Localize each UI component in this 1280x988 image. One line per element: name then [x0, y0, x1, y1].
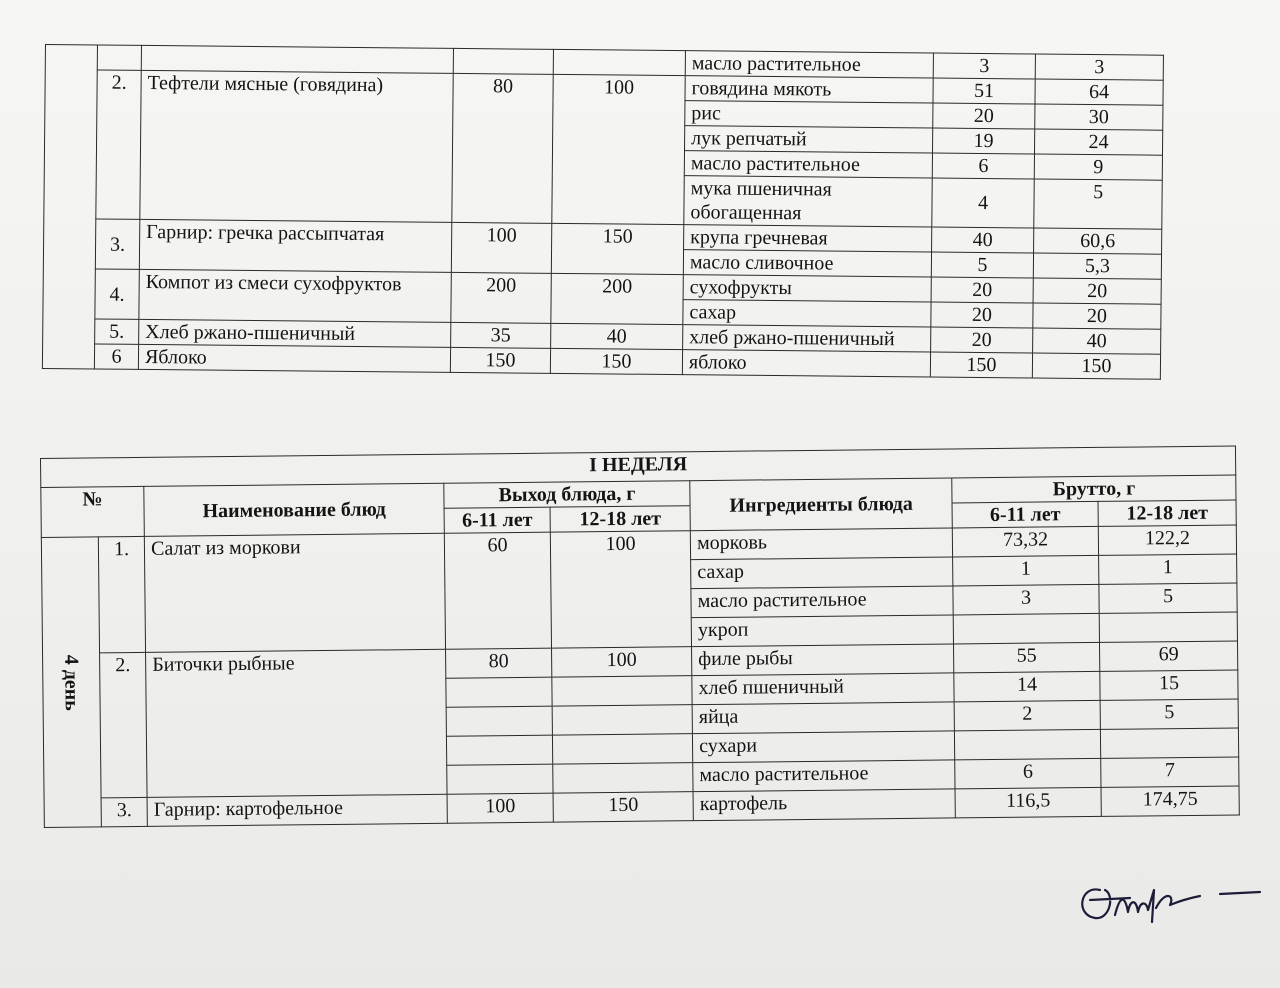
- gross-12-18: 64: [1035, 79, 1163, 105]
- menu-table-week-1: [40, 445, 1240, 828]
- ingredient: сухари: [693, 731, 955, 763]
- gross-6-11: 1: [953, 555, 1099, 586]
- gross-12-18: 69: [1100, 641, 1238, 671]
- dish-name: Биточки рыбные: [146, 649, 448, 797]
- gross-6-11: 20: [931, 327, 1033, 353]
- gross-12-18: 5: [1100, 699, 1238, 729]
- output-6-11: [447, 764, 553, 794]
- ingredient: укроп: [691, 615, 953, 647]
- output-6-11: 100: [447, 793, 553, 823]
- output-12-18: 100: [552, 74, 685, 224]
- dish-name: [141, 45, 453, 73]
- output-12-18: 150: [551, 223, 683, 274]
- dish-number: 3.: [101, 797, 147, 826]
- gross-12-18: 3: [1035, 54, 1163, 80]
- ingredient: масло сливочное: [683, 250, 931, 277]
- dish-number: 6: [94, 344, 138, 369]
- ingredient: крупа гречневая: [684, 225, 932, 252]
- gross-12-18: 5: [1099, 583, 1237, 613]
- gross-6-11: 55: [954, 642, 1100, 673]
- gross-12-18: 174,75: [1101, 786, 1239, 816]
- gross-12-18: 20: [1033, 303, 1161, 329]
- gross-12-18: 1: [1099, 554, 1237, 584]
- gross-6-11: 73,32: [952, 526, 1098, 557]
- gross-12-18: 20: [1033, 278, 1161, 304]
- output-6-11: [446, 677, 552, 707]
- day-cell: [42, 45, 97, 369]
- ingredient: масло растительное: [691, 586, 953, 618]
- output-6-11: 100: [451, 222, 551, 273]
- day-label: [41, 537, 101, 828]
- output-6-11: [446, 706, 552, 736]
- header-output-6-11: 6-11 лет: [444, 507, 550, 533]
- dish-name: Гарнир: гречка рассыпчатая: [139, 219, 451, 272]
- dish-number: 4.: [95, 269, 139, 319]
- dish-number: 3.: [95, 219, 139, 269]
- gross-6-11: 19: [932, 128, 1034, 154]
- header-output: Выход блюда, г: [444, 481, 690, 509]
- output-12-18: [553, 49, 685, 75]
- header-gross-12-18: 12-18 лет: [1098, 500, 1236, 526]
- gross-12-18: 9: [1034, 154, 1162, 180]
- output-12-18: 150: [553, 792, 693, 822]
- header-output-12-18: 12-18 лет: [550, 506, 690, 532]
- ingredient: сухофрукты: [683, 275, 931, 302]
- dish-number: 2.: [100, 652, 148, 797]
- ingredient: сахар: [691, 557, 953, 589]
- output-6-11: 80: [446, 648, 552, 678]
- gross-6-11: 20: [931, 302, 1033, 328]
- output-12-18: 100: [552, 647, 692, 677]
- output-6-11: 200: [451, 272, 551, 323]
- gross-12-18: [1099, 612, 1237, 642]
- dish-name: Салат из моркови: [144, 533, 445, 652]
- output-12-18: [553, 734, 693, 764]
- output-12-18: [553, 763, 693, 793]
- output-12-18: [552, 676, 692, 706]
- output-6-11: 60: [444, 532, 551, 649]
- output-12-18: [552, 705, 692, 735]
- ingredient: лук репчатый: [685, 126, 933, 153]
- dish-name: Хлеб ржано-пшеничный: [139, 319, 451, 347]
- gross-12-18: 150: [1032, 353, 1160, 379]
- gross-12-18: 5,3: [1033, 253, 1161, 279]
- output-6-11: [447, 735, 553, 765]
- dish-number: 2.: [96, 70, 141, 219]
- gross-6-11: 51: [933, 78, 1035, 104]
- gross-6-11: 14: [954, 671, 1100, 702]
- ingredient: сахар: [683, 300, 931, 327]
- gross-6-11: 4: [932, 178, 1034, 228]
- ingredient: морковь: [690, 528, 952, 560]
- ingredient: говядина мякоть: [685, 76, 933, 103]
- ingredient: масло растительное: [693, 760, 955, 792]
- week-title: I НЕДЕЛЯ: [41, 446, 1236, 488]
- dish-name: Гарнир: картофельное: [147, 794, 447, 826]
- header-gross: Брутто, г: [952, 475, 1236, 503]
- gross-12-18: 30: [1035, 104, 1163, 130]
- gross-6-11: 5: [931, 252, 1033, 278]
- dish-name: Компот из смеси сухофруктов: [139, 269, 451, 322]
- header-number: №: [41, 486, 145, 537]
- output-6-11: 80: [452, 73, 553, 223]
- ingredient: масло растительное: [685, 51, 933, 78]
- output-12-18: 40: [551, 323, 683, 349]
- gross-6-11: 3: [933, 53, 1035, 79]
- gross-6-11: 116,5: [955, 787, 1101, 818]
- dish-name: Яблоко: [138, 344, 450, 372]
- gross-6-11: 3: [953, 584, 1099, 615]
- gross-12-18: [1100, 728, 1238, 758]
- output-12-18: 150: [550, 348, 682, 374]
- gross-6-11: 40: [932, 227, 1034, 253]
- gross-6-11: 2: [954, 700, 1100, 731]
- dish-number: [97, 45, 141, 70]
- output-12-18: 100: [550, 531, 691, 648]
- header-gross-6-11: 6-11 лет: [952, 501, 1098, 528]
- gross-12-18: 24: [1034, 129, 1162, 155]
- gross-12-18: 60,6: [1034, 228, 1162, 254]
- ingredient: филе рыбы: [692, 644, 954, 676]
- dish-number: 5.: [95, 319, 139, 344]
- gross-6-11: 150: [930, 352, 1032, 378]
- ingredient: рис: [685, 101, 933, 128]
- gross-12-18: 7: [1101, 757, 1239, 787]
- output-6-11: 35: [451, 322, 551, 348]
- ingredient: хлеб ржано-пшеничный: [683, 325, 931, 352]
- ingredient: яйца: [692, 702, 954, 734]
- output-6-11: 150: [450, 347, 550, 373]
- dish-name: Тефтели мясные (говядина): [140, 70, 453, 222]
- dish-number: 1.: [98, 536, 145, 652]
- menu-table-continuation: [42, 44, 1164, 380]
- header-dish-name: Наименование блюд: [144, 483, 445, 536]
- ingredient: картофель: [693, 789, 955, 821]
- gross-12-18: 5: [1034, 179, 1162, 229]
- gross-6-11: 20: [933, 103, 1035, 129]
- gross-12-18: 40: [1033, 328, 1161, 354]
- gross-6-11: 20: [931, 277, 1033, 303]
- header-ingredients: Ингредиенты блюда: [690, 478, 953, 531]
- ingredient: мука пшеничная обогащенная: [684, 176, 932, 227]
- output-12-18: 200: [551, 273, 683, 324]
- gross-6-11: [953, 613, 1099, 644]
- gross-12-18: 122,2: [1098, 525, 1236, 555]
- gross-12-18: 15: [1100, 670, 1238, 700]
- gross-6-11: [955, 729, 1101, 760]
- ingredient: хлеб пшеничный: [692, 673, 954, 705]
- output-6-11: [453, 48, 553, 74]
- gross-6-11: 6: [932, 153, 1034, 179]
- gross-6-11: 6: [955, 758, 1101, 789]
- handwritten-signature: [1070, 860, 1270, 940]
- ingredient: масло растительное: [684, 151, 932, 178]
- ingredient: яблоко: [682, 350, 930, 377]
- day-label-text: 4 день: [60, 654, 83, 711]
